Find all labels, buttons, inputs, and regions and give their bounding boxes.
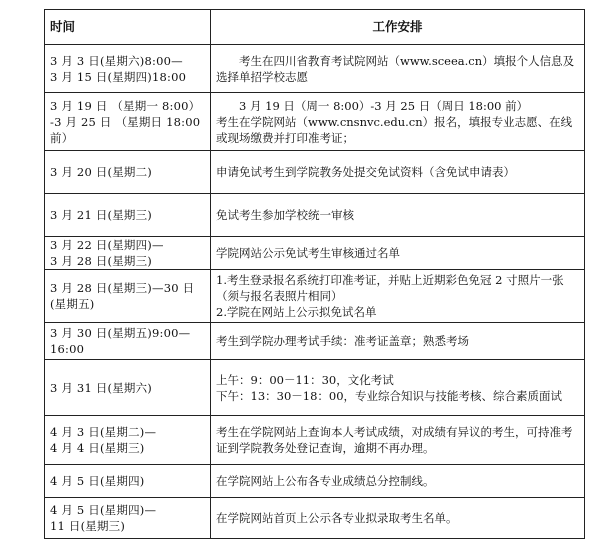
table-row xyxy=(45,416,585,465)
time-cell: 3 月 28 日(星期三)—30 日 (星期五) xyxy=(45,270,211,323)
time-cell: 4 月 3 日(星期二)— 4 月 4 日(星期三) xyxy=(45,416,211,465)
work-cell: 申请免试考生到学院教务处提交免试资料（含免试申请表） xyxy=(211,151,585,194)
work-cell: 考生到学院办理考试手续：准考证盖章；熟悉考场 xyxy=(211,323,585,360)
table-row xyxy=(45,498,585,539)
table-row xyxy=(45,323,585,360)
work-cell: 1.考生登录报名系统打印准考证，并贴上近期彩色免冠 2 寸照片一张（须与报名表照片相同） 2.学院在网站上公示拟免试名单 xyxy=(211,270,585,323)
time-cell: 3 月 22 日(星期四)— 3 月 28 日(星期三) xyxy=(45,237,211,270)
table-row xyxy=(45,360,585,416)
work-cell: 在学院网站上公布各专业成绩总分控制线。 xyxy=(211,465,585,498)
time-cell: 3 月 3 日(星期六)8:00— 3 月 15 日(星期四)18:00 xyxy=(45,45,211,93)
work-cell: 学院网站公示免试考生审核通过名单 xyxy=(211,237,585,270)
work-cell: 上午：9：00－11：30，文化考试 下午：13：30－18：00，专业综合知识与技能考核、综合素质面试 xyxy=(211,360,585,416)
time-cell: 3 月 19 日 （星期一 8:00） -3 月 25 日 （星期日 18:00 前） xyxy=(45,93,211,151)
time-cell: 3 月 30 日(星期五)9:00— 16:00 xyxy=(45,323,211,360)
table-header-row xyxy=(45,10,585,45)
work-cell: 3 月 19 日（周一 8:00）-3 月 25 日（周日 18:00 前） 考生在学院网站（www.cnsnvc.edu.cn）报名，填报专业志愿、在线或现场缴费并打印准考证； xyxy=(211,93,585,151)
schedule-table xyxy=(44,9,585,539)
table-row xyxy=(45,237,585,270)
work-cell: 在学院网站首页上公示各专业拟录取考生名单。 xyxy=(211,498,585,539)
time-cell: 3 月 20 日(星期二) xyxy=(45,151,211,194)
table-row xyxy=(45,93,585,151)
work-cell: 免试考生参加学校统一审核 xyxy=(211,194,585,237)
table-row xyxy=(45,270,585,323)
table-row xyxy=(45,465,585,498)
time-cell: 3 月 21 日(星期三) xyxy=(45,194,211,237)
time-cell: 3 月 31 日(星期六) xyxy=(45,360,211,416)
time-cell: 4 月 5 日(星期四)— 11 日(星期三) xyxy=(45,498,211,539)
work-cell: 考生在四川省教育考试院网站（www.sceea.cn）填报个人信息及选择单招学校志愿 xyxy=(211,45,585,93)
work-cell: 考生在学院网站上查询本人考试成绩，对成绩有异议的考生，可持准考证到学院教务处登记查询，逾期不再办理。 xyxy=(211,416,585,465)
table-row xyxy=(45,151,585,194)
table-row xyxy=(45,45,585,93)
header-time: 时间 xyxy=(45,10,211,45)
time-cell: 4 月 5 日(星期四) xyxy=(45,465,211,498)
header-work-arrangement: 工作安排 xyxy=(211,10,585,45)
table-row xyxy=(45,194,585,237)
